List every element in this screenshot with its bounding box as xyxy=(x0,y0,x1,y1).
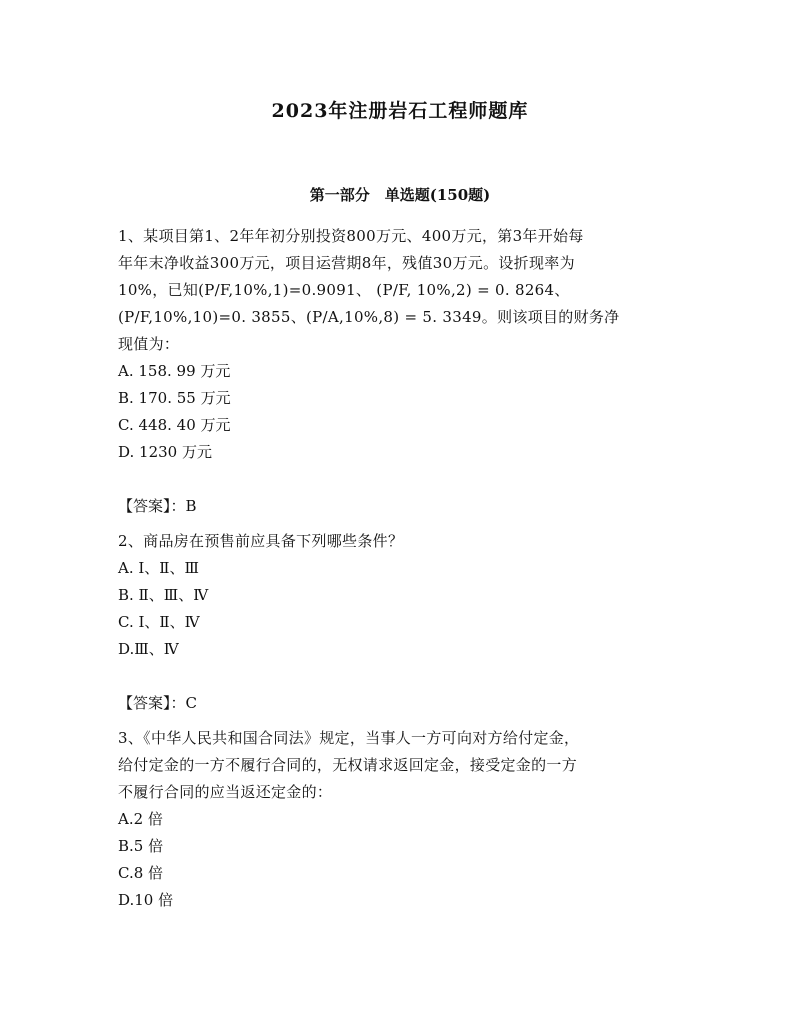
option-a: A. Ⅰ、Ⅱ、Ⅲ xyxy=(118,559,199,577)
option-b: B. Ⅱ、Ⅲ、Ⅳ xyxy=(118,586,209,604)
question-2 xyxy=(118,528,688,717)
option-d: D.Ⅲ、Ⅳ xyxy=(118,640,179,658)
option-a: A.2 倍 xyxy=(118,810,163,828)
stem-line: 现值为： xyxy=(118,335,180,353)
option-d: D.10 倍 xyxy=(118,891,174,909)
option-d: D. 1230 万元 xyxy=(118,443,212,461)
stem-line: (P/F,10%,10)=0. 3855、(P/A,10%,8) = 5. 3349。则该项目的财务净 xyxy=(118,308,620,326)
option-c: C.8 倍 xyxy=(118,864,164,882)
option-c: C. 448. 40 万元 xyxy=(118,416,231,434)
stem-line: 3、《中华人民共和国合同法》规定，当事人一方可向对方给付定金， xyxy=(118,729,580,747)
option-b: B.5 倍 xyxy=(118,837,164,855)
question-1 xyxy=(118,223,688,520)
answer-label: 【答案】：C xyxy=(118,694,197,712)
stem-line: 给付定金的一方不履行合同的，无权请求返回定金，接受定金的一方 xyxy=(118,756,578,774)
document-title: 2023年注册岩石工程师题库 xyxy=(271,100,529,122)
section-heading: 第一部分 单选题(150题) xyxy=(309,186,491,204)
stem-line: 年年末净收益300万元，项目运营期8年，残值30万元。设折现率为 xyxy=(118,254,575,272)
option-a: A. 158. 99 万元 xyxy=(118,362,231,380)
question-stem xyxy=(118,223,688,358)
stem-line: 1、某项目第1、2年年初分别投资800万元、400万元，第3年开始每 xyxy=(118,227,584,245)
question-3 xyxy=(118,725,688,914)
stem-line: 不履行合同的应当返还定金的： xyxy=(118,783,333,801)
option-c: C. Ⅰ、Ⅱ、Ⅳ xyxy=(118,613,200,631)
option-b: B. 170. 55 万元 xyxy=(118,389,231,407)
stem-line: 10%，已知(P/F,10%,1)=0.9091、 (P/F, 10%,2) = 0. 8264、 xyxy=(118,281,570,299)
stem-line: 2、商品房在预售前应具备下列哪些条件？ xyxy=(118,532,404,550)
answer-label: 【答案】：B xyxy=(118,497,197,515)
question-list xyxy=(118,223,688,914)
question-stem xyxy=(118,528,688,555)
question-stem xyxy=(118,725,688,806)
